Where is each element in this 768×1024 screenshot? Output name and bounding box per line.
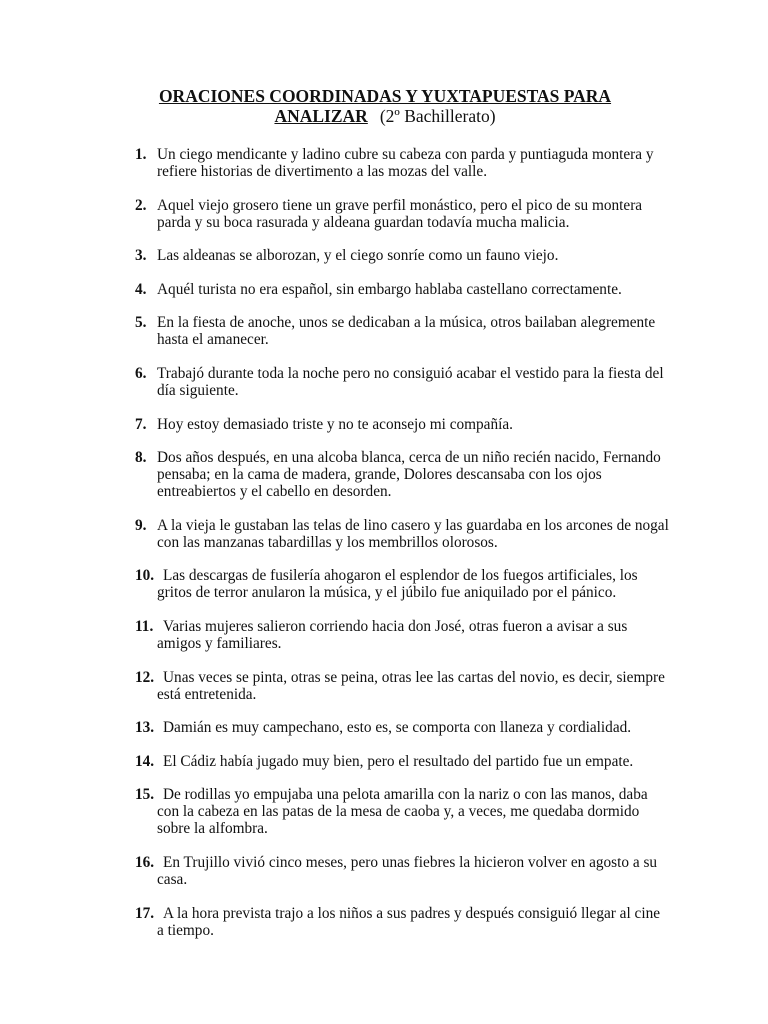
title-line-1: ORACIONES COORDINADAS Y YUXTAPUESTAS PARA [158, 86, 612, 106]
list-item [130, 905, 670, 939]
sentence-list [130, 146, 670, 955]
item-text: Unas veces se pinta, otras se peina, otras lee las cartas del novio, es decir, siempre está entretenida. [157, 668, 665, 703]
item-text: Aquel viejo grosero tiene un grave perfil monástico, pero el pico de su montera parda y su boca rasurada y aldeana guardan todavía mucha malicia. [157, 196, 643, 231]
item-text: De rodillas yo empujaba una pelota amarilla con la nariz o con las manos, daba con la cabeza en las patas de la mesa de caoba y, a veces, me quedaba dormido sobre la alfombra. [157, 786, 648, 838]
item-number: 5. [135, 314, 147, 332]
item-number: 8. [135, 449, 147, 467]
item-text: Un ciego mendicante y ladino cubre su cabeza con parda y puntiaguda montera y refiere historias de divertimento a las mozas del valle. [157, 146, 654, 180]
item-text: Varias mujeres salieron corriendo hacia don José, otras fueron a avisar a sus amigos y familiares. [157, 617, 628, 652]
list-item [130, 416, 670, 433]
item-number: 16. [135, 853, 155, 871]
list-item [130, 854, 670, 888]
item-text: Dos años después, en una alcoba blanca, cerca de un niño recién nacido, Fernando pensaba; en la cama de madera, grande, Dolores descansaba con los ojos entreabiertos y el cabello en desorden. [157, 449, 661, 501]
list-item [130, 517, 670, 551]
item-number: 9. [135, 516, 147, 534]
item-number: 12. [135, 668, 155, 686]
item-number: 13. [135, 719, 155, 737]
list-item [130, 567, 670, 601]
item-text: El Cádiz había jugado muy bien, pero el resultado del partido fue un empate. [163, 752, 634, 770]
list-item [130, 449, 670, 500]
document-title [100, 86, 670, 126]
list-item [130, 247, 670, 264]
list-item [130, 314, 670, 348]
item-number: 10. [135, 567, 155, 585]
item-number: 15. [135, 786, 155, 804]
list-item [130, 669, 670, 703]
item-number: 17. [135, 904, 155, 922]
item-number: 4. [135, 280, 147, 298]
item-number: 3. [135, 247, 147, 265]
item-number: 14. [135, 752, 155, 770]
list-item [130, 197, 670, 231]
item-text: Trabajó durante toda la noche pero no consiguió acabar el vestido para la fiesta del día siguiente. [157, 364, 664, 399]
list-item [130, 146, 670, 180]
item-text: En la fiesta de anoche, unos se dedicaban a la música, otros bailaban alegremente hasta el amanecer. [157, 314, 656, 349]
item-number: 2. [135, 196, 147, 214]
item-text: En Trujillo vivió cinco meses, pero unas fiebres la hicieron volver en agosto a su casa. [157, 853, 658, 888]
list-item [130, 786, 670, 837]
item-number: 1. [135, 146, 147, 163]
item-text: Hoy estoy demasiado triste y no te aconsejo mi compañía. [157, 415, 513, 433]
list-item [130, 618, 670, 652]
subtitle: (2º Bachillerato) [379, 106, 496, 126]
list-item [130, 281, 670, 298]
list-item [130, 753, 670, 770]
item-text: Las aldeanas se alborozan, y el ciego sonríe como un fauno viejo. [157, 247, 559, 265]
item-text: A la hora prevista trajo a los niños a sus padres y después consiguió llegar al cine a tiempo. [157, 904, 661, 939]
item-text: A la vieja le gustaban las telas de lino casero y las guardaba en los arcones de nogal con las manzanas tabardillas y los membrillos olorosos. [157, 516, 669, 551]
list-item [130, 719, 670, 736]
item-number: 11. [135, 617, 154, 635]
item-text: Aquél turista no era español, sin embargo hablaba castellano correctamente. [157, 280, 622, 298]
item-text: Damián es muy campechano, esto es, se comporta con llaneza y cordialidad. [163, 719, 632, 737]
item-number: 7. [135, 415, 147, 433]
item-text: Las descargas de fusilería ahogaron el esplendor de los fuegos artificiales, los gritos de terror anularon la música, y el júbilo fue aniquilado por el pánico. [157, 567, 638, 602]
list-item [130, 365, 670, 399]
title-line-2: ANALIZAR [274, 106, 368, 126]
item-number: 6. [135, 364, 147, 382]
